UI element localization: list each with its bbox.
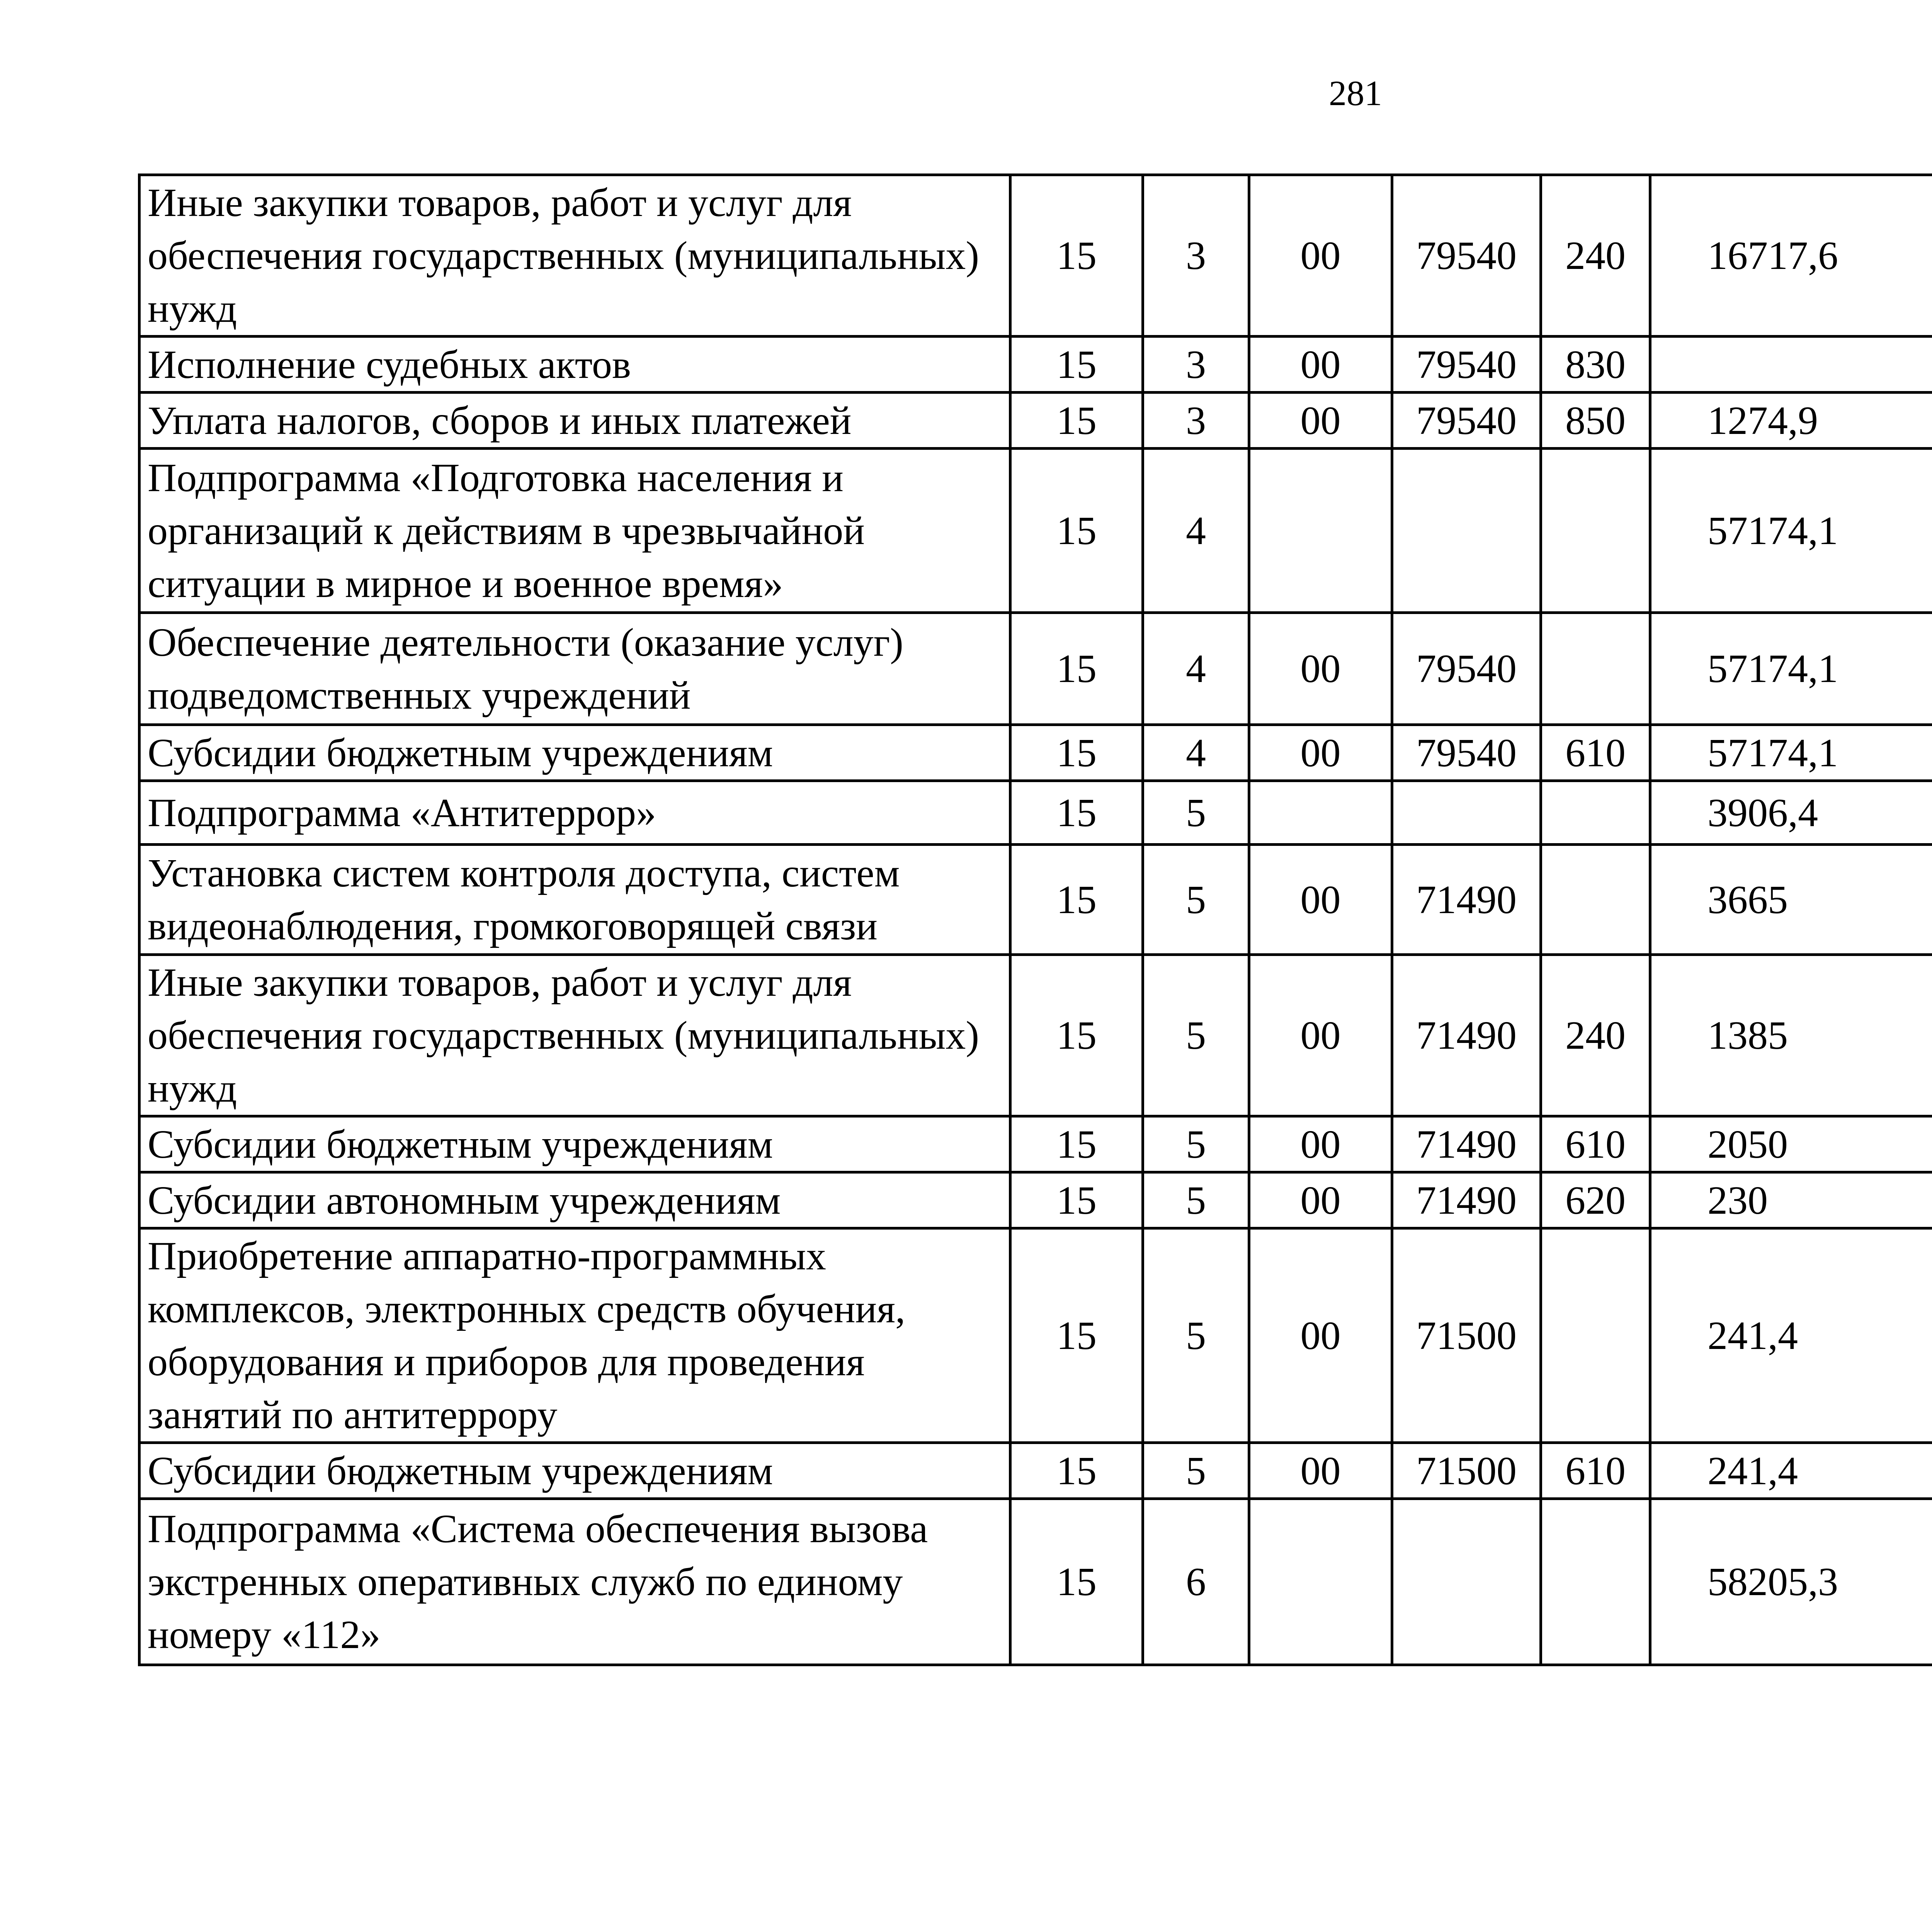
table-row — [139, 845, 1932, 955]
expense-type-code: 850 — [1541, 393, 1650, 449]
amount-year-1: 1274,9 — [1650, 393, 1932, 449]
amount-year-1: 241,4 — [1650, 1228, 1932, 1443]
program-code: 15 — [1010, 1172, 1143, 1228]
target-item-code: 71490 — [1392, 1116, 1541, 1172]
row-name: Субсидии бюджетным учреждениям — [139, 1116, 1010, 1172]
subprogram-code: 5 — [1143, 1172, 1249, 1228]
direction-code: 00 — [1249, 1443, 1392, 1499]
table-row — [139, 449, 1932, 613]
direction-code: 00 — [1249, 725, 1392, 781]
row-name: Субсидии бюджетным учреждениям — [139, 1443, 1010, 1499]
subprogram-code: 4 — [1143, 725, 1249, 781]
direction-code: 00 — [1249, 613, 1392, 725]
target-item-code: 79540 — [1392, 337, 1541, 393]
program-code: 15 — [1010, 175, 1143, 337]
amount-year-1: 57174,1 — [1650, 725, 1932, 781]
direction-code — [1249, 781, 1392, 845]
target-item-code: 71500 — [1392, 1443, 1541, 1499]
program-code: 15 — [1010, 449, 1143, 613]
program-code: 15 — [1010, 781, 1143, 845]
expense-type-code — [1541, 1228, 1650, 1443]
amount-year-1: 16717,6 — [1650, 175, 1932, 337]
subprogram-code: 4 — [1143, 449, 1249, 613]
amount-year-1: 3665 — [1650, 845, 1932, 955]
direction-code: 00 — [1249, 393, 1392, 449]
target-item-code: 71490 — [1392, 955, 1541, 1116]
direction-code — [1249, 449, 1392, 613]
expense-type-code — [1541, 613, 1650, 725]
expense-type-code: 620 — [1541, 1172, 1650, 1228]
target-item-code — [1392, 449, 1541, 613]
expense-type-code — [1541, 1499, 1650, 1665]
direction-code: 00 — [1249, 175, 1392, 337]
expense-type-code: 610 — [1541, 1116, 1650, 1172]
amount-year-1: 57174,1 — [1650, 613, 1932, 725]
target-item-code — [1392, 1499, 1541, 1665]
row-name: Иные закупки товаров, работ и услуг для обеспечения государственных (муниципальных) нужд — [139, 175, 1010, 337]
program-code: 15 — [1010, 613, 1143, 725]
subprogram-code: 5 — [1143, 845, 1249, 955]
target-item-code — [1392, 781, 1541, 845]
amount-year-1: 2050 — [1650, 1116, 1932, 1172]
table-row — [139, 613, 1932, 725]
target-item-code: 79540 — [1392, 393, 1541, 449]
program-code: 15 — [1010, 725, 1143, 781]
table-row — [139, 955, 1932, 1116]
program-code: 15 — [1010, 337, 1143, 393]
direction-code: 00 — [1249, 1116, 1392, 1172]
amount-year-1: 3906,4 — [1650, 781, 1932, 845]
amount-year-1: 58205,3 — [1650, 1499, 1932, 1665]
budget-table — [138, 173, 1932, 1666]
expense-type-code: 610 — [1541, 725, 1650, 781]
subprogram-code: 3 — [1143, 393, 1249, 449]
program-code: 15 — [1010, 845, 1143, 955]
program-code: 15 — [1010, 1228, 1143, 1443]
table-row — [139, 1172, 1932, 1228]
direction-code: 00 — [1249, 1172, 1392, 1228]
subprogram-code: 3 — [1143, 337, 1249, 393]
subprogram-code: 5 — [1143, 1228, 1249, 1443]
subprogram-code: 4 — [1143, 613, 1249, 725]
target-item-code: 79540 — [1392, 613, 1541, 725]
amount-year-1: 230 — [1650, 1172, 1932, 1228]
subprogram-code: 6 — [1143, 1499, 1249, 1665]
row-name: Установка систем контроля доступа, систем видеонаблюдения, громкоговорящей связи — [139, 845, 1010, 955]
table-row — [139, 725, 1932, 781]
expense-type-code — [1541, 449, 1650, 613]
table-body — [139, 175, 1932, 1665]
direction-code: 00 — [1249, 845, 1392, 955]
table-row — [139, 1116, 1932, 1172]
expense-type-code — [1541, 845, 1650, 955]
direction-code: 00 — [1249, 337, 1392, 393]
subprogram-code: 5 — [1143, 1116, 1249, 1172]
subprogram-code: 5 — [1143, 955, 1249, 1116]
subprogram-code: 3 — [1143, 175, 1249, 337]
program-code: 15 — [1010, 1116, 1143, 1172]
expense-type-code: 830 — [1541, 337, 1650, 393]
expense-type-code: 240 — [1541, 175, 1650, 337]
expense-type-code: 240 — [1541, 955, 1650, 1116]
amount-year-1: 57174,1 — [1650, 449, 1932, 613]
program-code: 15 — [1010, 955, 1143, 1116]
table-row — [139, 175, 1932, 337]
program-code: 15 — [1010, 393, 1143, 449]
table-row — [139, 393, 1932, 449]
direction-code — [1249, 1499, 1392, 1665]
row-name: Обеспечение деятельности (оказание услуг) подведомственных учреждений — [139, 613, 1010, 725]
program-code: 15 — [1010, 1499, 1143, 1665]
row-name: Подпрограмма «Подготовка населения и организаций к действиям в чрезвычайной ситуации в мирное и военное время» — [139, 449, 1010, 613]
program-code: 15 — [1010, 1443, 1143, 1499]
target-item-code: 79540 — [1392, 175, 1541, 337]
table-row — [139, 1443, 1932, 1499]
row-name: Субсидии бюджетным учреждениям — [139, 725, 1010, 781]
row-name: Подпрограмма «Система обеспечения вызова экстренных оперативных служб по единому номеру «112» — [139, 1499, 1010, 1665]
expense-type-code: 610 — [1541, 1443, 1650, 1499]
subprogram-code: 5 — [1143, 1443, 1249, 1499]
amount-year-1 — [1650, 337, 1932, 393]
target-item-code: 71490 — [1392, 1172, 1541, 1228]
row-name: Приобретение аппаратно-программных комплексов, электронных средств обучения, оборудования и приборов для проведения занятий по антитеррору — [139, 1228, 1010, 1443]
page-number: 281 — [1329, 73, 1382, 113]
direction-code: 00 — [1249, 955, 1392, 1116]
amount-year-1: 1385 — [1650, 955, 1932, 1116]
table-row — [139, 781, 1932, 845]
row-name: Иные закупки товаров, работ и услуг для обеспечения государственных (муниципальных) нужд — [139, 955, 1010, 1116]
row-name: Субсидии автономным учреждениям — [139, 1172, 1010, 1228]
target-item-code: 79540 — [1392, 725, 1541, 781]
row-name: Подпрограмма «Антитеррор» — [139, 781, 1010, 845]
row-name: Исполнение судебных актов — [139, 337, 1010, 393]
table-row — [139, 1228, 1932, 1443]
target-item-code: 71500 — [1392, 1228, 1541, 1443]
amount-year-1: 241,4 — [1650, 1443, 1932, 1499]
subprogram-code: 5 — [1143, 781, 1249, 845]
target-item-code: 71490 — [1392, 845, 1541, 955]
direction-code: 00 — [1249, 1228, 1392, 1443]
expense-type-code — [1541, 781, 1650, 845]
table-row — [139, 1499, 1932, 1665]
table-row — [139, 337, 1932, 393]
row-name: Уплата налогов, сборов и иных платежей — [139, 393, 1010, 449]
